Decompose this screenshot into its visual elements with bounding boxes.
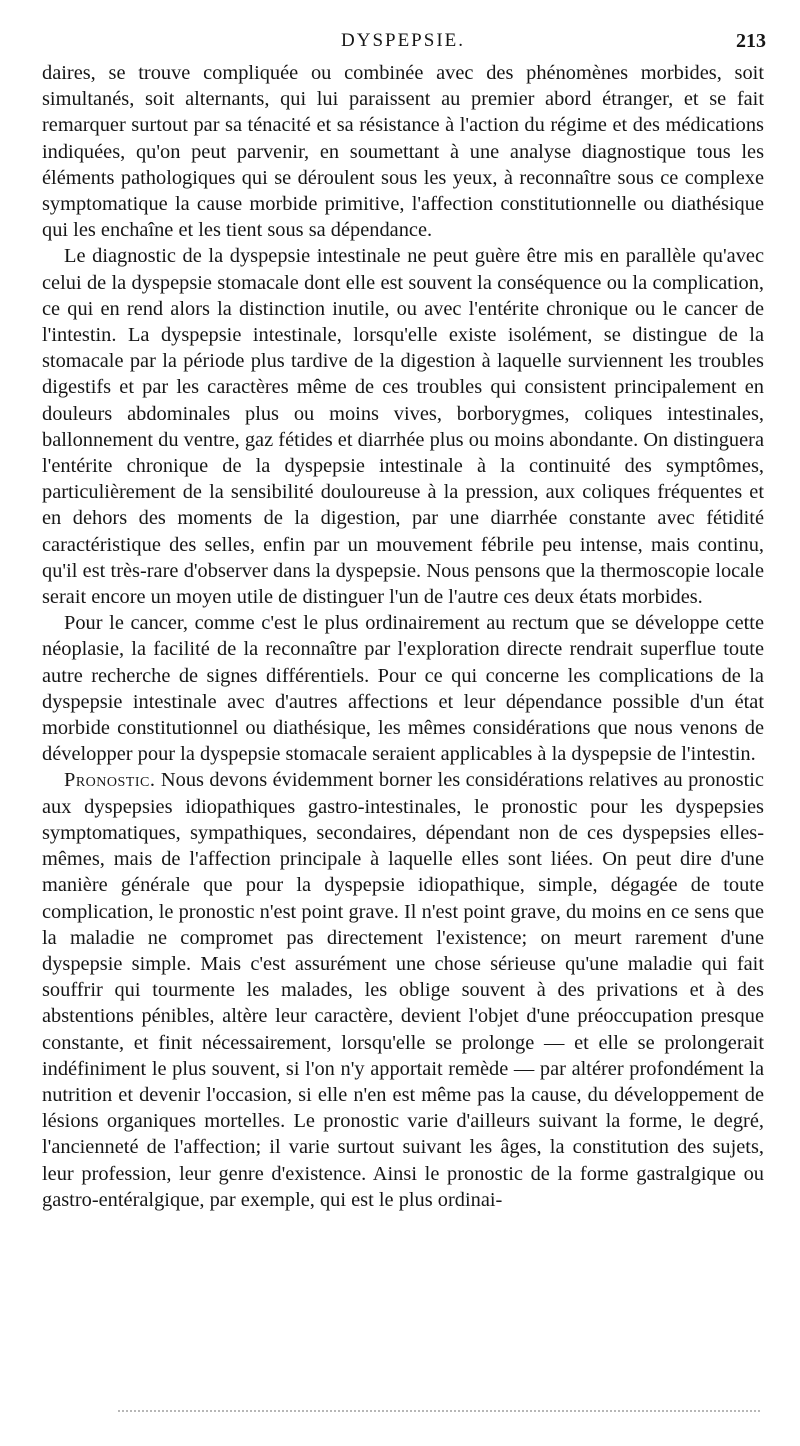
paragraph-pronostic-text: Nous devons évidemment borner les considérations relatives au pronostic aux dyspepsies idiopathiques gastro-intestinales, le pronostic pour les dyspepsies symptomatiques, sympathiques, secondaires, dépendant non de ces dyspepsies elles-mêmes, mais de l'affection principale à laquelle elles sont liées. On peut dire d'une manière générale que pour la dyspepsie idiopathique, simple, dégagée de toute complication, le pronostic n'est point grave. Il n'est point grave, du moins en ce sens que la maladie ne compromet pas directement l'existence; on meurt rarement d'une dyspepsie simple. Mais c'est assurément une chose sérieuse qu'une maladie qui fait souffrir qui tourmente les malades, les oblige souvent à des privations et à des abstentions pénibles, altère leur caractère, devient l'objet d'une préoccupation presque constante, et finit nécessairement, lorsqu'elle se prolonge — et elle se prolongerait indéfiniment le plus souvent, si l'on n'y apportait remède — par altérer profondément la nutrition et devenir l'occasion, si elle n'en est même pas la cause, du développement de lésions organiques mortelles. Le pronostic varie d'ailleurs suivant la forme, le degré, l'ancienneté de l'affection; il varie surtout suivant les âges, la constitution des sujets, leur profession, leur genre d'existence. Ainsi le pronostic de la forme gastralgique ou gastro-entéralgique, par exemple, qui est le plus ordinai- — [42, 769, 764, 1211]
paragraph-cancer: Pour le cancer, comme c'est le plus ordinairement au rectum que se développe cette néoplasie, la facilité de la reconnaître par l'exploration directe rendrait superflue toute autre recherche de signes différentiels. Pour ce qui concerne les complications de la dyspepsie intestinale avec d'autres affections et leur dépendance possible d'un état morbide constitutionnel ou diathésique, les mêmes considérations que nous venons de développer pour la dyspepsie stomacale seraient applicables à la dyspepsie de l'intestin. — [42, 612, 764, 766]
section-heading-pronostic: Pronostic. — [64, 769, 156, 792]
body-text — [42, 60, 764, 1213]
page — [42, 30, 764, 1213]
bottom-print-artifact — [118, 1410, 760, 1412]
running-title: DYSPEPSIE. — [341, 30, 465, 51]
paragraph-diagnostic-intestinal: Le diagnostic de la dyspepsie intestinale ne peut guère être mis en parallèle qu'avec celui de la dyspepsie stomacale dont elle est souvent la conséquence ou la complication, ce qui en rend alors la distinction inutile, ou avec l'entérite chronique ou le cancer de l'intestin. La dyspepsie intestinale, lorsqu'elle existe isolément, se distingue de la stomacale par la période plus tardive de la digestion à laquelle surviennent les troubles digestifs et par les caractères même de ces troubles qui consistent principalement en douleurs abdominales plus ou moins vives, borborygmes, coliques intestinales, ballonnement du ventre, gaz fétides et diarrhée plus ou moins abondante. On distinguera l'entérite chronique de la dyspepsie intestinale à la continuité des symptômes, particulièrement de la sensibilité douloureuse à la pression, aux coliques fréquentes et en dehors des moments de la digestion, par une diarrhée constante avec fétidité caractéristique des selles, enfin par un mouvement fébrile peu intense, mais continu, qu'il est très-rare d'observer dans la dyspepsie. Nous pensons que la thermoscopie locale serait encore un moyen utile de distinguer l'un de l'autre ces deux états morbides. — [42, 245, 764, 609]
page-number: 213 — [736, 30, 766, 52]
paragraph-pronostic — [42, 767, 764, 1212]
paragraph-continuation: daires, se trouve compliquée ou combinée avec des phénomènes morbides, soit simultanés, soit alternants, qui lui paraissent au premier abord étranger, et se fait remarquer surtout par sa ténacité et sa résistance à l'action du régime et des médications indiquées, qu'on peut parvenir, en soumettant à une analyse diagnostique tous les éléments pathologiques qui se déroulent sous les yeux, à reconnaître sous ce complexe symptomatique la cause morbide primitive, l'affection constitutionnelle ou diathésique qui les enchaîne et les tient sous sa dépendance. — [42, 62, 764, 242]
running-header — [42, 30, 764, 56]
